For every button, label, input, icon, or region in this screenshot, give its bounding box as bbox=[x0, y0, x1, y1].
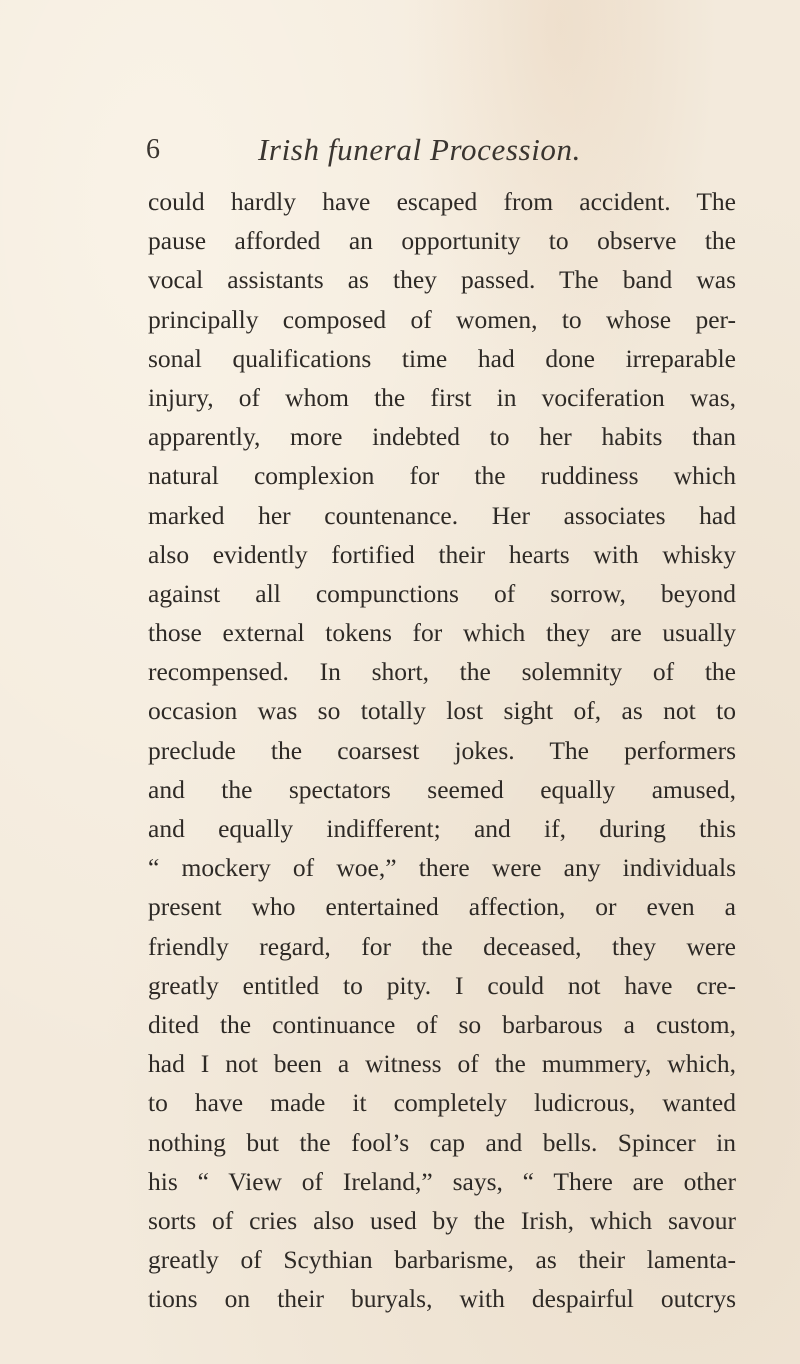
text-line: occasion was so totally lost sight of, as not to bbox=[148, 696, 736, 726]
text-line: could hardly have escaped from accident. The bbox=[148, 187, 736, 216]
text-line: dited the continuance of so barbarous a custom, bbox=[148, 1009, 736, 1039]
text-line: nothing but the fool’s cap and bells. Spincer in bbox=[148, 1127, 736, 1157]
text-line: “ mockery of woe,” there were any individuals bbox=[148, 853, 736, 883]
text-line: friendly regard, for the deceased, they were bbox=[148, 931, 736, 961]
text-line: marked her countenance. Her associates had bbox=[148, 500, 736, 530]
running-title: Irish funeral Procession. bbox=[258, 132, 581, 167]
text-line: sorts of cries also used by the Irish, which savour bbox=[148, 1205, 736, 1235]
text-line: apparently, more indebted to her habits than bbox=[148, 422, 736, 452]
text-line: also evidently fortified their hearts with whisky bbox=[148, 539, 736, 569]
text-line: pause afforded an opportunity to observe the bbox=[148, 226, 736, 256]
text-line: injury, of whom the first in vociferation was, bbox=[148, 382, 736, 412]
text-line: preclude the coarsest jokes. The performers bbox=[148, 735, 736, 765]
text-line: to have made it completely ludicrous, wanted bbox=[148, 1088, 736, 1118]
text-line: natural complexion for the ruddiness which bbox=[148, 461, 736, 491]
text-line: tions on their buryals, with despairful outcrys bbox=[148, 1284, 736, 1314]
text-line: principally composed of women, to whose per- bbox=[148, 304, 736, 334]
running-head bbox=[146, 128, 746, 172]
text-line: greatly entitled to pity. I could not have cre- bbox=[148, 970, 736, 1000]
text-line: vocal assistants as they passed. The band was bbox=[148, 265, 736, 295]
text-line: had I not been a witness of the mummery, which, bbox=[148, 1049, 736, 1079]
text-line: sonal qualifications time had done irreparable bbox=[148, 343, 736, 373]
text-line: his “ View of Ireland,” says, “ There are other bbox=[148, 1166, 736, 1196]
text-line: present who entertained affection, or even a bbox=[148, 892, 736, 922]
body-text bbox=[148, 182, 736, 1318]
text-line: those external tokens for which they are usually bbox=[148, 618, 736, 648]
text-line: and equally indifferent; and if, during this bbox=[148, 814, 736, 843]
text-line: recompensed. In short, the solemnity of the bbox=[148, 657, 736, 687]
text-line: and the spectators seemed equally amused, bbox=[148, 774, 736, 804]
page-number: 6 bbox=[146, 134, 160, 165]
text-line: against all compunctions of sorrow, beyond bbox=[148, 578, 736, 608]
text-line: greatly of Scythian barbarisme, as their lamenta- bbox=[148, 1245, 736, 1275]
